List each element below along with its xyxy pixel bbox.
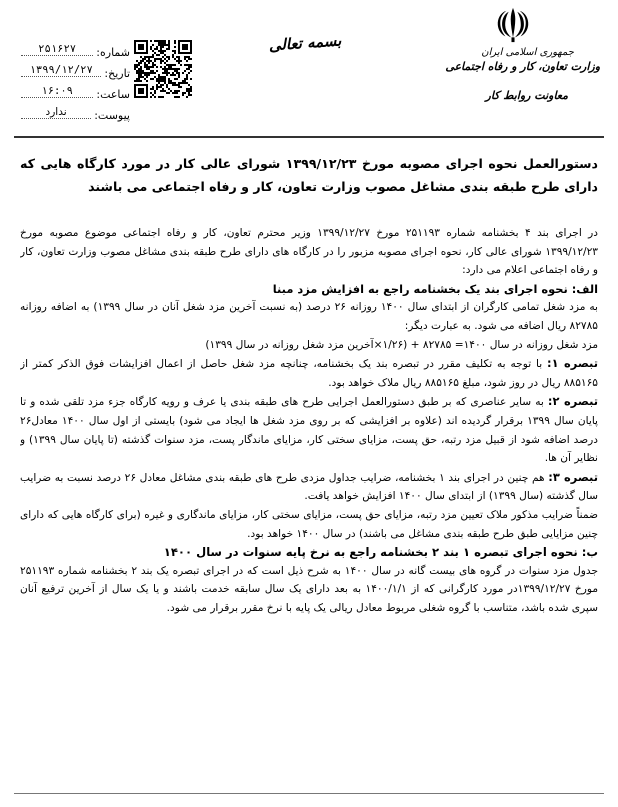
meta-number-label: شماره: (96, 46, 130, 59)
document-title: دستورالعمل نحوه اجرای مصوبه مورخ ۱۳۹۹/۱۲/۲۳ شورای عالی کار در مورد کارگاه هایی که دارای طرح طبقه بندی مشاغل مصوب وزارت تعاون، کار و رفاه اجتماعی می باشند (20, 156, 598, 194)
note-2-text: به سایر عناصری که بر طبق دستورالعمل اجرایی طرح های طبقه بندی یا عرف و رویه کارگاه جزء مزد تلقی شده و تا پایان سال ۱۳۹۹ برقرار گردیده اند (علاوه بر افزایشی که بر روی مزد شغل ها ایجاد می شود) بایستی از اول سال ۱۴۰۰ معادل۲۶ درصد اضافه شود از قبیل مزد رتبه، حق پست، مزایای سختی کار، مزایای ماندگار پست، مزد سنوات گذشته (تا پایان سال ۱۳۹۹) و نظایر آن ها. (20, 396, 598, 465)
ministry-deputy-line: معاونت روابط کار (485, 89, 568, 102)
meta-date-row (18, 59, 130, 80)
note-3-paragraph (20, 468, 598, 506)
note-3-text: هم چنین در اجرای بند ۱ بخشنامه، ضرایب جداول مزدی طرح های طبقه بندی مشاغل معادل ۲۶ درصد نسبت به ضرایب سال گذشته (سال ۱۳۹۹) از ابتدای سال ۱۴۰۰ افزایش خواهد یافت. (20, 471, 598, 503)
note-2-paragraph (20, 392, 598, 467)
meta-attachment-label: پیوست: (94, 109, 130, 122)
note-3-label: تبصره ۳: (548, 469, 598, 484)
note-1-paragraph (20, 354, 598, 392)
section-a-title: الف: نحوه اجرای بند یک بخشنامه راجع به افزایش مزد مبنا (272, 281, 598, 296)
meta-attachment-value: ندارد (21, 106, 91, 119)
meta-number-value: ۲۵۱۶۲۷ (21, 43, 93, 56)
meta-time-value: ۱۶:۰۹ (21, 85, 93, 98)
footer-divider (14, 793, 604, 794)
meta-time-row (18, 80, 130, 101)
section-a-formula: مزد شغل روزانه در سال ۱۴۰۰= ۸۲۷۸۵ + (۱/۲۶×آخرین مزد شغل روزانه در سال ۱۳۹۹) (205, 338, 598, 351)
document-body (20, 224, 598, 790)
qr-code-icon (134, 40, 192, 98)
section-b-paragraph: جدول مزد سنوات در گروه های بیست گانه در سال ۱۴۰۰ به شرح ذیل است که در اجرای تبصره یک بند ۲ بخشنامه شماره ۲۵۱۱۹۳ مورخ ۱۳۹۹/۱۲/۲۷در مورد کارگرانی که از ۱۴۰۰/۱/۱ به بعد دارای یک سال سابقه خدمت باشند و یا یک سال از آخرین ترفیع آنان سپری شده باشد، متناسب با گروه شغلی مربوط معادل ریالی یک پایه با نرخ مقرر برقرار می شود. (20, 564, 598, 614)
meta-date-value: ۱۳۹۹/۱۲/۲۷ (21, 64, 101, 77)
meta-date-label: تاریخ: (104, 67, 130, 80)
ministry-name-line: وزارت تعاون، کار و رفاه اجتماعی (445, 60, 600, 73)
letter-meta (18, 38, 130, 122)
meta-number-row (18, 38, 130, 59)
ministry-letterhead (440, 46, 600, 103)
note-1-label: تبصره ۱: (547, 356, 598, 371)
header-divider (14, 136, 604, 138)
note-3-continued: ضمناً ضرایب مذکور ملاک تعیین مزد رتبه، مزایای حق پست، مزایای سختی کار، مزایای ماندگاری و غیره (برای کارگاه هایی که دارای چنین مزایایی طبق طرح طبقه بندی مشاغل می باشند) در سال ۱۴۰۰ خواهد بود. (20, 508, 598, 540)
section-a-paragraph: به مزد شغل تمامی کارگران از ابتدای سال ۱۴۰۰ روزانه ۲۶ درصد (به نسبت آخرین مزد شغل آنان در سال ۱۳۹۹) به اضافه روزانه ۸۲۷۸۵ ریال اضافه می شود. به عبارت دیگر: (20, 301, 598, 332)
note-2-label: تبصره ۲: (547, 394, 598, 409)
meta-attachment-row (18, 101, 130, 122)
ministry-republic-line: جمهوری اسلامی ایران (481, 47, 574, 58)
section-b-title: ب: نحوه اجرای تبصره ۱ بند ۲ بخشنامه راجع به نرخ پایه سنوات در سال ۱۴۰۰ (163, 545, 598, 560)
meta-time-label: ساعت: (96, 88, 130, 101)
basmala-heading: بسمه تعالی (268, 31, 342, 55)
iran-emblem-icon (494, 6, 532, 44)
intro-paragraph: در اجرای بند ۴ بخشنامه شماره ۲۵۱۱۹۳ مورخ ۱۳۹۹/۱۲/۲۷ وزیر محترم تعاون، کار و رفاه اجتماعی موضوع مصوبه مورخ ۱۳۹۹/۱۲/۲۳ شورای عالی کار، نحوه اجرای مصوبه مزبور را در کارگاه های دارای طرح طبقه بندی مشاغل مصوب وزارت تعاون، کار و رفاه اجتماعی اعلام می دارد: (20, 227, 598, 277)
note-1-text: با توجه به تکلیف مقرر در تبصره بند یک بخشنامه، چنانچه مزد شغل حاصل از اعمال افزایشات فوق الذکر کمتر از ۸۸۵۱۶۵ ریال در روز شود، مبلغ ۸۸۵۱۶۵ ریال ملاک خواهد بود. (20, 358, 598, 389)
